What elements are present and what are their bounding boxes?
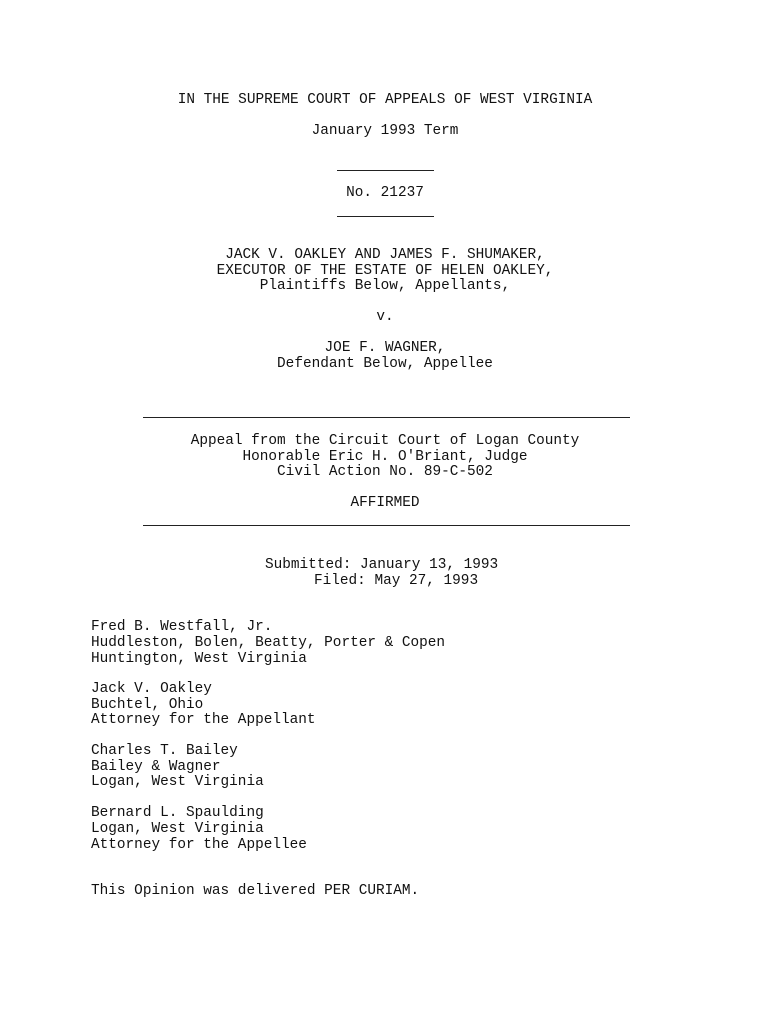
counsel-name: Bernard L. Spaulding <box>91 805 264 821</box>
plaintiff-line-2: EXECUTOR OF THE ESTATE OF HELEN OAKLEY, <box>216 263 554 279</box>
counsel-location: Logan, West Virginia <box>91 821 264 837</box>
defendant: JOE F. WAGNER, <box>324 340 446 356</box>
counsel-firm: Bailey & Wagner <box>91 759 221 775</box>
divider <box>143 417 630 418</box>
divider <box>143 525 630 526</box>
counsel-name: Fred B. Westfall, Jr. <box>91 619 273 635</box>
appeal-court: Appeal from the Circuit Court of Logan County <box>190 433 580 449</box>
plaintiff-line-1: JACK V. OAKLEY AND JAMES F. SHUMAKER, <box>225 247 545 263</box>
counsel-location: Buchtel, Ohio <box>91 697 204 713</box>
term: January 1993 Term <box>311 123 459 139</box>
filed-date: Filed: May 27, 1993 <box>314 573 479 589</box>
counsel-location: Huntington, West Virginia <box>91 651 307 667</box>
counsel-name: Jack V. Oakley <box>91 681 212 697</box>
counsel-role: Attorney for the Appellant <box>91 712 316 728</box>
counsel-name: Charles T. Bailey <box>91 743 238 759</box>
divider <box>337 170 434 171</box>
defendant-role: Defendant Below, Appellee <box>277 356 493 372</box>
plaintiff-role: Plaintiffs Below, Appellants, <box>259 278 511 294</box>
civil-action: Civil Action No. 89-C-502 <box>277 464 493 480</box>
versus: v. <box>376 309 394 325</box>
divider <box>337 216 434 217</box>
submitted-date: Submitted: January 13, 1993 <box>265 557 499 573</box>
counsel-firm: Huddleston, Bolen, Beatty, Porter & Copen <box>91 635 446 651</box>
court-heading: IN THE SUPREME COURT OF APPEALS OF WEST VIRGINIA <box>177 92 593 108</box>
appeal-judge: Honorable Eric H. O'Briant, Judge <box>242 449 528 465</box>
disposition: AFFIRMED <box>350 495 420 511</box>
opinion-note: This Opinion was delivered PER CURIAM. <box>91 883 420 899</box>
case-number: No. 21237 <box>346 185 424 201</box>
counsel-role: Attorney for the Appellee <box>91 837 307 853</box>
counsel-location: Logan, West Virginia <box>91 774 264 790</box>
